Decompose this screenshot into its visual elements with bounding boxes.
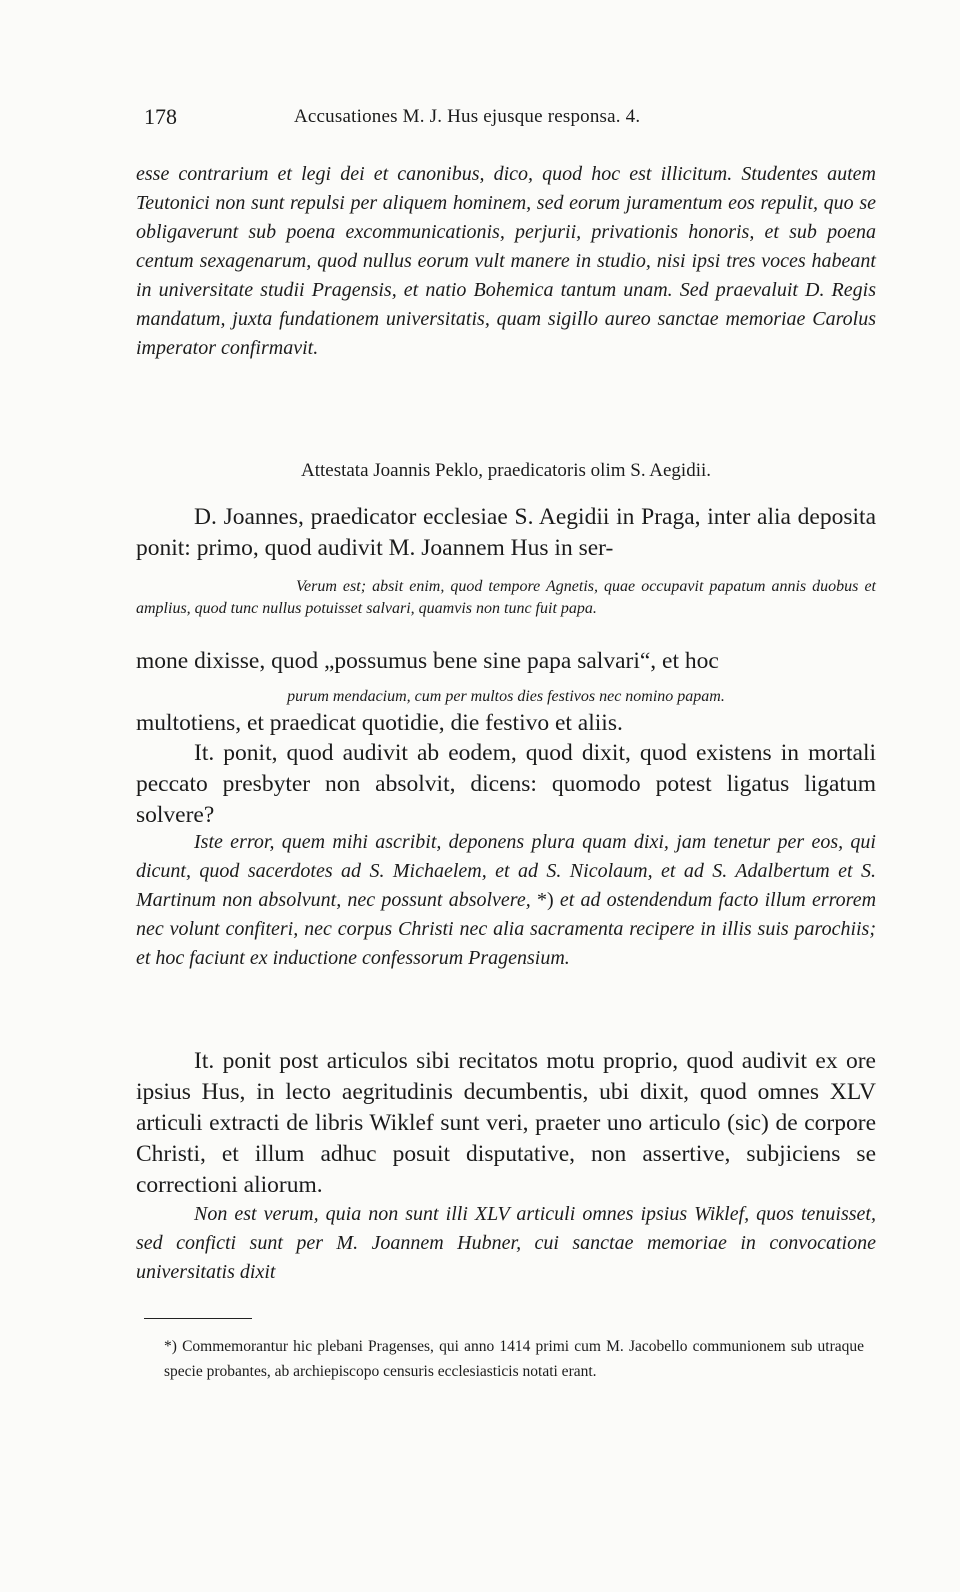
reply-paragraph-3: Non est verum, quia non sunt illi XLV articuli omnes ipsius Wiklef, quos tenuisset, sed conficti sunt per M. Joannem Hubner, cui sanctae memoriae in convocatione universitatis dixit	[136, 1203, 876, 1283]
deposition-paragraph-1-end: multotiens, et praedicat quotidie, die festivo et aliis.	[136, 710, 623, 736]
deposition-paragraph-3: It. ponit post articulos sibi recitatos motu proprio, quod audivit ex ore ipsius Hus, in lecto aegritudinis decumbentis, ubi dixit, quod omnes XLV articuli extracti de libris Wiklef sunt veri, praeter uno articulo (sic) de corpore Christi, et illum adhuc posuit disputative, non assertive, subjiciens se correctioni aliorum.	[136, 1048, 876, 1198]
reply-paragraph-2-rest: et ad ostendendum facto illum errorem nec volunt confiteri, nec corpus Christi nec alia sacramenta recipere in illis suis parochiis; et hoc faciunt ex inductione confessorum Pragensium.	[136, 889, 877, 969]
page-number: 178	[144, 104, 177, 129]
deposition-paragraph-1: D. Joannes, praedicator ecclesiae S. Aegidii in Praga, inter alia deposita ponit: primo, quod audivit M. Joannem Hus in ser-	[136, 504, 876, 561]
reply-paragraph-2	[136, 828, 876, 973]
attestation-heading: Attestata Joannis Peklo, praedicatoris olim S. Aegidii.	[300, 460, 712, 481]
footnote-reference: *)	[536, 889, 554, 911]
reply-note-2: purum mendacium, cum per multos dies festivos nec nomino papam.	[287, 688, 725, 705]
footnote	[164, 1334, 864, 1384]
footnote-mark: *)	[164, 1338, 177, 1355]
deposition-paragraph-1-cont: mone dixisse, quod „possumus bene sine papa salvari“, et hoc	[136, 648, 719, 674]
reply-note-1: Verum est; absit enim, quod tempore Agnetis, quae occupavit papatum annis duobus et amplius, quod tunc nullus potuisset salvari, quamvis non tunc fuit papa.	[136, 578, 876, 617]
reply-paragraph-1: esse contrarium et legi dei et canonibus, dico, quod hoc est illicitum. Studentes autem Teutonici non sunt repulsi per aliquem hominem, sed eorum juramentum eos repulit, quo se obligaverunt sub poena excommunicationis, perjurii, privationis honoris, et sub poena centum sexagenarum, quod nullus eorum vult manere in studio, nisi ipsi tres voces habeant in universitate studii Pragensis, et natio Bohemica tantum unam. Sed praevaluit D. Regis mandatum, juxta fundationem universitatis, quam sigillo aureo sanctae memoriae Carolus imperator confirmavit.	[136, 163, 876, 359]
reply-paragraph-2-text: Iste error, quem mihi ascribit, deponens plura quam dixi, jam tenetur per eos, qui dicunt, quod sacerdotes ad S. Michaelem, et ad S. Nicolaum, et ad S. Adalbertum et S. Martinum non absolvunt, nec possunt absolvere,	[136, 831, 876, 911]
footnote-rule	[144, 1318, 252, 1319]
page-header	[144, 104, 864, 136]
running-title: Accusationes M. J. Hus ejusque responsa. 4.	[294, 106, 641, 127]
footnote-text: Commemorantur hic plebani Pragenses, qui anno 1414 primi cum M. Jacobello communionem sub utraque specie probantes, ab archiepiscopo censuris ecclesiasticis notati erant.	[164, 1338, 865, 1380]
deposition-paragraph-2: It. ponit, quod audivit ab eodem, quod dixit, quod existens in mortali peccato presbyter non absolvit, dicens: quomodo potest ligatus ligatum solvere?	[136, 740, 876, 828]
